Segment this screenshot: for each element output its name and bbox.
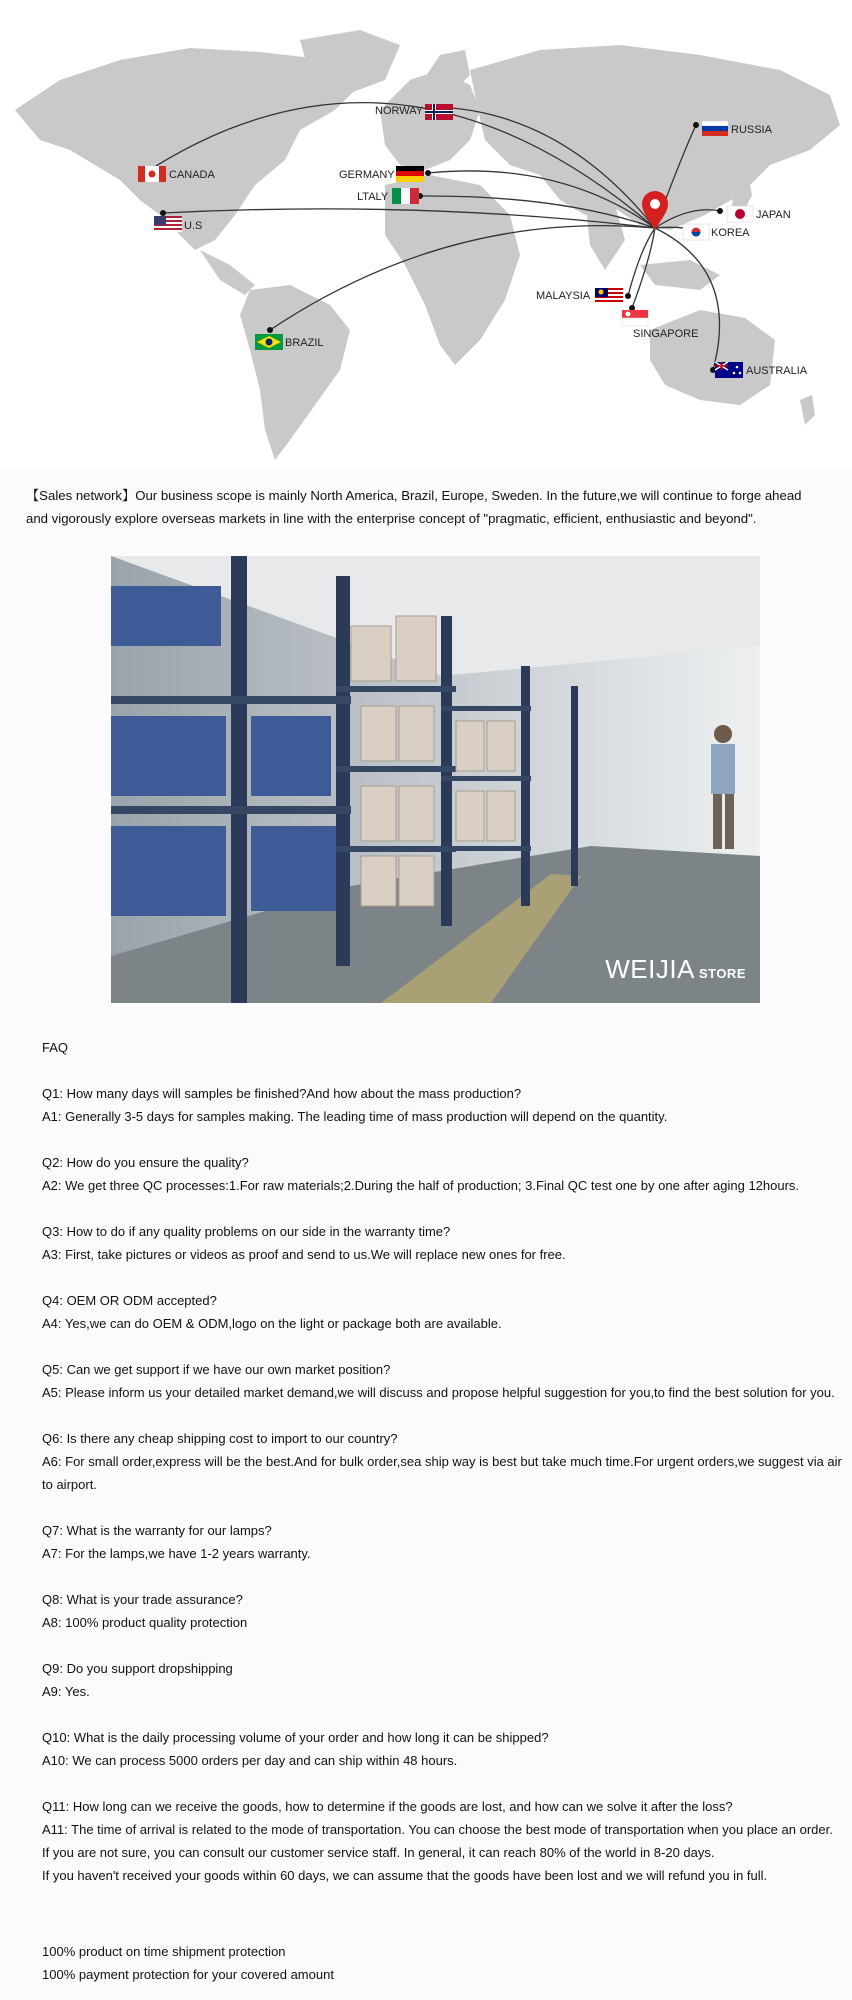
canada-flag-icon [138, 166, 166, 182]
brand-name: WEIJIA [605, 954, 695, 984]
faq-item [42, 1289, 842, 1335]
faq-item [42, 1795, 842, 1887]
label-italy: LTALY [357, 191, 389, 203]
guarantee-shipment: 100% product on time shipment protection [42, 1944, 286, 1959]
warehouse-photo [111, 556, 760, 1003]
label-malaysia: MALAYSIA [536, 290, 591, 302]
sales-network-text: 【Sales network】Our business scope is mainly North America, Brazil, Europe, Sweden. In the future,we will continue to forge ahead and vigorously explore overseas markets in line with the enterprise concept of "pragmatic, efficient, enthusiastic and beyond". [26, 488, 802, 526]
world-map-graphic [0, 0, 852, 470]
world-map [0, 0, 852, 470]
faq-title: FAQ [42, 1040, 69, 1055]
faq-item [42, 1082, 842, 1128]
guarantees [42, 1940, 334, 1986]
brand-suffix: STORE [698, 966, 746, 981]
japan-flag-icon [727, 206, 753, 222]
faq-question: Q2: How do you ensure the quality? [42, 1155, 249, 1170]
faq-question: Q6: Is there any cheap shipping cost to import to our country? [42, 1431, 398, 1446]
faq-item [42, 1358, 842, 1404]
label-australia: AUSTRALIA [746, 365, 808, 377]
label-korea: KOREA [711, 227, 750, 239]
faq-answer: A11: The time of arrival is related to the mode of transportation. You can choose the best mode of transportation when you place an order. If you are not sure, you can consult our customer service staff. In general, it can reach 80% of the world in 8-20 days. [42, 1822, 833, 1860]
faq-item [42, 1657, 842, 1703]
faq-answer: A5: Please inform us your detailed market demand,we will discuss and propose helpful suggestion for you,to find the best solution for you. [42, 1385, 835, 1400]
store-brand-watermark [605, 954, 746, 985]
faq-answer: A1: Generally 3-5 days for samples making. The leading time of mass production will depend on the quantity. [42, 1109, 668, 1124]
brazil-flag-icon [255, 334, 283, 350]
label-russia: RUSSIA [731, 124, 772, 136]
label-canada: CANADA [169, 169, 215, 181]
label-brazil: BRAZIL [285, 337, 324, 349]
singapore-flag-icon [622, 310, 648, 326]
faq-answer-continued: If you haven't received your goods within 60 days, we can assume that the goods have been lost and we will refund you in full. [42, 1868, 768, 1883]
faq-question: Q11: How long can we receive the goods, how to determine if the goods are lost, and how can we solve it after the loss? [42, 1799, 733, 1814]
faq-question: Q10: What is the daily processing volume of your order and how long it can be shipped? [42, 1730, 549, 1745]
faq-item [42, 1726, 842, 1772]
faq-answer: A3: First, take pictures or videos as proof and send to us.We will replace new ones for free. [42, 1247, 566, 1262]
faq-question: Q3: How to do if any quality problems on our side in the warranty time? [42, 1224, 451, 1239]
warehouse-illustration [111, 556, 760, 1003]
faq-item [42, 1427, 842, 1496]
faq-answer: A7: For the lamps,we have 1-2 years warranty. [42, 1546, 311, 1561]
faq-answer: A10: We can process 5000 orders per day and can ship within 48 hours. [42, 1753, 458, 1768]
faq-item [42, 1220, 842, 1266]
us-flag-icon [154, 216, 182, 232]
label-germany: GERMANY [339, 169, 395, 181]
faq-question: Q9: Do you support dropshipping [42, 1661, 233, 1676]
label-singapore: SINGAPORE [633, 328, 699, 340]
faq-question: Q8: What is your trade assurance? [42, 1592, 243, 1607]
norway-flag-icon [425, 104, 453, 120]
australia-flag-icon [715, 362, 743, 378]
faq-answer: A4: Yes,we can do OEM & ODM,logo on the light or package both are available. [42, 1316, 502, 1331]
russia-flag-icon [702, 121, 728, 136]
faq-answer: A8: 100% product quality protection [42, 1615, 248, 1630]
faq-question: Q5: Can we get support if we have our own market position? [42, 1362, 391, 1377]
faq-question: Q7: What is the warranty for our lamps? [42, 1523, 272, 1538]
faq-question: Q1: How many days will samples be finished?And how about the mass production? [42, 1086, 522, 1101]
label-norway: NORWAY [375, 105, 424, 117]
faq-section [42, 1036, 842, 1910]
korea-flag-icon [683, 224, 709, 240]
label-japan: JAPAN [756, 209, 791, 221]
faq-item [42, 1519, 842, 1565]
faq-item [42, 1151, 842, 1197]
faq-answer: A2: We get three QC processes:1.For raw materials;2.During the half of production; 3.Final QC test one by one after aging 12hours. [42, 1178, 800, 1193]
faq-item [42, 1588, 842, 1634]
faq-answer: A9: Yes. [42, 1684, 90, 1699]
italy-flag-icon [392, 188, 419, 204]
malaysia-flag-icon [595, 288, 623, 304]
faq-question: Q4: OEM OR ODM accepted? [42, 1293, 217, 1308]
label-us: U.S [184, 220, 203, 232]
germany-flag-icon [396, 166, 424, 182]
continents [15, 30, 840, 460]
guarantee-payment: 100% payment protection for your covered amount [42, 1967, 334, 1982]
faq-answer: A6: For small order,express will be the best.And for bulk order,sea ship way is best but take much time.For urgent orders,we suggest via air to airport. [42, 1454, 842, 1492]
